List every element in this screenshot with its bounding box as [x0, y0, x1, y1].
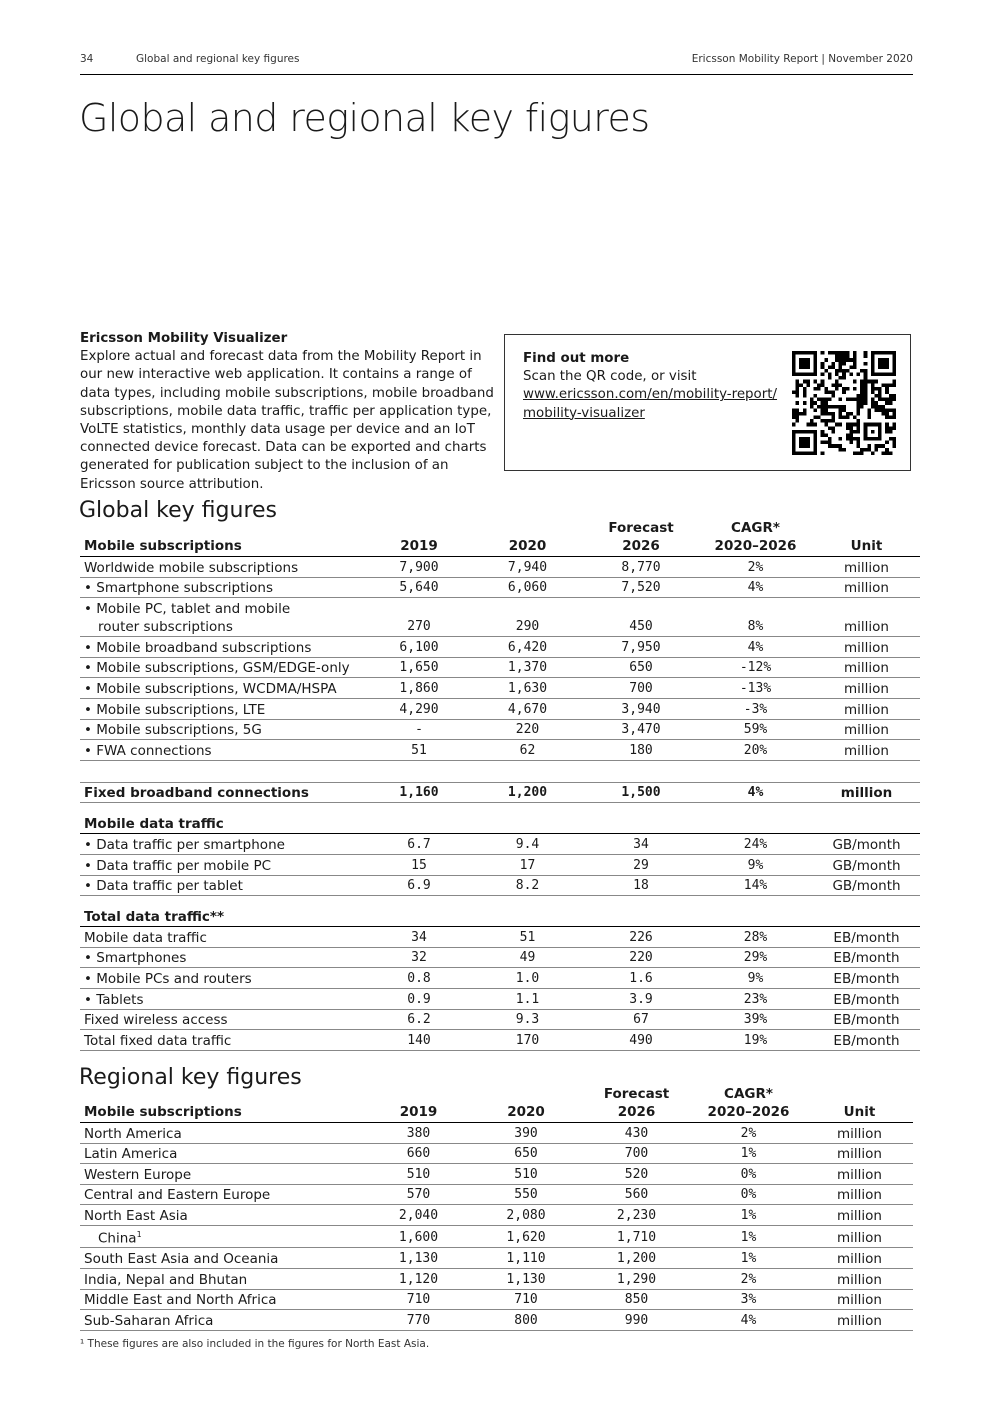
value-2019: 380: [363, 1123, 470, 1144]
value-2026: 1,290: [578, 1269, 691, 1290]
row-label-text: • Tablets: [84, 991, 144, 1008]
row-label: [80, 577, 363, 598]
row-label: [80, 1164, 363, 1185]
value-2019: 1,860: [363, 678, 471, 699]
value-cagr: 0%: [691, 1164, 802, 1185]
footnote-marker: 1: [136, 1229, 142, 1239]
value-2019: 6.7: [363, 834, 471, 855]
row-label-text: Fixed wireless access: [84, 1012, 228, 1029]
value-unit: GB/month: [809, 875, 920, 896]
value-unit: million: [802, 1248, 913, 1269]
value-2019: 1,120: [363, 1269, 470, 1290]
column-header-label: Mobile subscriptions: [80, 537, 363, 557]
value-2020: 62: [471, 740, 580, 761]
visualizer-body: Explore actual and forecast data from the Mobility Report in our new interactive web application. It contains a range of data types, including mobile subscriptions, mobile broadband subscriptions, mobile data traffic, traffic per application type, VoLTE statistics, monthly data usage per device and an IoT connected device forecast. Data can be exported and charts generated for publication subject to the inclusion of an Ericsson source attribution.: [80, 349, 494, 492]
value-cagr: 2%: [698, 557, 809, 578]
row-label: [80, 1205, 363, 1226]
global-key-figures-heading: Global key figures: [79, 498, 277, 523]
value-2026: 560: [578, 1184, 691, 1205]
visualizer-link[interactable]: [523, 387, 777, 420]
row-label-text: Central and Eastern Europe: [84, 1187, 271, 1204]
value-2026: 67: [580, 1009, 698, 1030]
table-row: [80, 1164, 913, 1185]
table-row: [80, 1009, 920, 1030]
value-2026: 430: [578, 1123, 691, 1144]
row-label: [80, 1143, 363, 1164]
row-label: [80, 875, 363, 896]
value-cagr: 19%: [698, 1030, 809, 1051]
table-row: [80, 968, 920, 989]
value-2026: 180: [580, 740, 698, 761]
value-cagr: -3%: [698, 698, 809, 719]
value-2026: 226: [580, 927, 698, 948]
value-2020: 510: [470, 1164, 578, 1185]
row-label: [80, 927, 363, 948]
forecast-header-top: Forecast: [608, 520, 674, 536]
value-unit: million: [802, 1184, 913, 1205]
value-2019: 1,130: [363, 1248, 470, 1269]
row-label: [80, 782, 363, 803]
column-header-cagr: 2020–2026: [691, 1103, 802, 1123]
value-2020: 1,630: [471, 678, 580, 699]
header-report-title: Ericsson Mobility Report | November 2020: [691, 53, 913, 65]
mobile-data-traffic-subheading: [80, 803, 920, 834]
row-label: [80, 1289, 363, 1310]
column-header-unit: Unit: [809, 537, 920, 557]
value-2019: 15: [363, 854, 471, 875]
value-2019: 510: [363, 1164, 470, 1185]
row-label: [80, 637, 363, 658]
table-row: [80, 947, 920, 968]
table-row: [80, 1030, 920, 1051]
value-cagr: 4%: [698, 577, 809, 598]
value-2020: 51: [471, 927, 580, 948]
value-2019: 1,160: [363, 782, 471, 803]
value-unit: million: [809, 637, 920, 658]
value-2019: 0.8: [363, 968, 471, 989]
value-cagr: 28%: [698, 927, 809, 948]
visualizer-heading: Ericsson Mobility Visualizer: [80, 331, 288, 346]
column-header-2026: 2026: [578, 1103, 691, 1123]
value-2026: 650: [580, 657, 698, 678]
value-2019: 5,640: [363, 577, 471, 598]
forecast-header-top: Forecast: [603, 1086, 670, 1102]
table-row: [80, 698, 920, 719]
table-row: [80, 927, 920, 948]
row-label: [80, 740, 363, 761]
value-cagr: 3%: [691, 1289, 802, 1310]
total-data-traffic-subheading: [80, 896, 920, 927]
row-label-text: • Mobile subscriptions, LTE: [84, 701, 266, 718]
table-row: [80, 678, 920, 699]
value-unit: EB/month: [809, 1009, 920, 1030]
value-unit: GB/month: [809, 834, 920, 855]
value-unit: EB/month: [809, 927, 920, 948]
row-label: [80, 968, 363, 989]
value-2020: 4,670: [471, 698, 580, 719]
row-label: [80, 557, 363, 578]
column-header-unit: Unit: [802, 1103, 913, 1123]
row-label: [80, 1030, 363, 1051]
row-label-text: • Data traffic per mobile PC: [84, 857, 272, 874]
value-2026: 3,470: [580, 719, 698, 740]
value-2020: 6,060: [471, 577, 580, 598]
row-label-text: • Data traffic per tablet: [84, 878, 243, 895]
value-2020: 650: [470, 1143, 578, 1164]
value-2019: 0.9: [363, 988, 471, 1009]
table-row: [80, 834, 920, 855]
value-2020: 220: [471, 719, 580, 740]
value-2020: 550: [470, 1184, 578, 1205]
value-2020: 710: [470, 1289, 578, 1310]
table-row: [80, 1269, 913, 1290]
value-2019: 710: [363, 1289, 470, 1310]
value-unit: million: [809, 577, 920, 598]
value-2020: 1.0: [471, 968, 580, 989]
value-unit: million: [802, 1289, 913, 1310]
value-cagr: 23%: [698, 988, 809, 1009]
value-2026: 700: [578, 1143, 691, 1164]
value-2020: 9.4: [471, 834, 580, 855]
visualizer-link-line1[interactable]: www.ericsson.com/en/mobility-report/: [523, 387, 778, 403]
row-label: [80, 698, 363, 719]
value-2026: 520: [578, 1164, 691, 1185]
row-label: [80, 598, 363, 637]
value-unit: EB/month: [809, 1030, 920, 1051]
value-unit: million: [802, 1269, 913, 1290]
value-unit: million: [802, 1310, 913, 1331]
value-2026: 29: [580, 854, 698, 875]
page-header: [80, 53, 913, 67]
value-unit: million: [802, 1123, 913, 1144]
value-cagr: 4%: [691, 1310, 802, 1331]
value-2019: 270: [363, 598, 471, 637]
value-2020: 1,130: [470, 1269, 578, 1290]
column-header-2019: 2019: [363, 537, 471, 557]
table-row: [80, 557, 920, 578]
value-2026: 990: [578, 1310, 691, 1331]
row-label: [80, 988, 363, 1009]
value-2020: 290: [471, 598, 580, 637]
row-label: [80, 1123, 363, 1144]
table-row: [80, 1123, 913, 1144]
value-2026: 3.9: [580, 988, 698, 1009]
table-row: [80, 598, 920, 637]
value-2020: 170: [471, 1030, 580, 1051]
row-label-text: South East Asia and Oceania: [84, 1251, 279, 1268]
table-row: [80, 719, 920, 740]
value-cagr: 2%: [691, 1269, 802, 1290]
table-row: [80, 782, 920, 803]
value-unit: million: [809, 698, 920, 719]
value-cagr: -13%: [698, 678, 809, 699]
page-title: Global and regional key figures: [79, 96, 650, 140]
value-unit: million: [809, 678, 920, 699]
value-unit: EB/month: [809, 988, 920, 1009]
header-divider: [80, 74, 913, 75]
value-cagr: 29%: [698, 947, 809, 968]
value-unit: million: [802, 1164, 913, 1185]
table-row: [80, 1205, 913, 1226]
row-label-text: • FWA connections: [84, 742, 212, 759]
value-cagr: 2%: [691, 1123, 802, 1144]
value-2020: 2,080: [470, 1205, 578, 1226]
value-unit: GB/month: [809, 854, 920, 875]
row-label-text: Mobile data traffic: [84, 929, 207, 946]
table-row: [80, 740, 920, 761]
row-label-text: China: [98, 1230, 137, 1247]
row-label-text: • Smartphone subscriptions: [84, 580, 274, 597]
value-2019: 140: [363, 1030, 471, 1051]
find-out-more-box: [504, 334, 911, 471]
row-label-text: Middle East and North Africa: [84, 1292, 277, 1309]
value-2019: 2,040: [363, 1205, 470, 1226]
row-label-text: India, Nepal and Bhutan: [84, 1271, 248, 1288]
value-2019: 34: [363, 927, 471, 948]
value-2026: 7,950: [580, 637, 698, 658]
qr-code-icon[interactable]: [792, 351, 896, 455]
value-unit: million: [802, 1205, 913, 1226]
regional-key-figures-table: [80, 1085, 913, 1331]
value-2019: 1,650: [363, 657, 471, 678]
value-cagr: 9%: [698, 854, 809, 875]
value-2020: 390: [470, 1123, 578, 1144]
column-header-2026: 2026: [580, 537, 698, 557]
row-label-text: • Data traffic per smartphone: [84, 836, 285, 853]
cagr-header-top: CAGR*: [731, 520, 780, 536]
table-row: [80, 637, 920, 658]
value-2020: 6,420: [471, 637, 580, 658]
value-2020: 800: [470, 1310, 578, 1331]
page-number: 34: [80, 53, 94, 65]
row-label: [80, 1184, 363, 1205]
value-2019: -: [363, 719, 471, 740]
global-key-figures-table: [80, 519, 920, 1051]
total-data-traffic-subheading-text: Total data traffic**: [80, 896, 920, 927]
value-2019: 770: [363, 1310, 470, 1331]
spacer-row: [80, 760, 920, 782]
visualizer-intro: [80, 330, 495, 494]
row-label: [80, 657, 363, 678]
value-2019: 32: [363, 947, 471, 968]
value-cagr: 24%: [698, 834, 809, 855]
row-label: [80, 834, 363, 855]
value-2020: 49: [471, 947, 580, 968]
cagr-header-top: CAGR*: [724, 1086, 773, 1102]
value-cagr: 8%: [698, 598, 809, 637]
footnote: ¹ These figures are also included in the figures for North East Asia.: [80, 1338, 430, 1350]
value-2020: 8.2: [471, 875, 580, 896]
visualizer-link-line2[interactable]: mobility-visualizer: [523, 405, 645, 421]
row-label-text: Latin America: [84, 1146, 178, 1163]
column-header-2020: 2020: [470, 1103, 578, 1123]
value-2026: 850: [578, 1289, 691, 1310]
value-2019: 570: [363, 1184, 470, 1205]
table-row: [80, 1143, 913, 1164]
row-label-text: • Mobile subscriptions, GSM/EDGE-only: [84, 660, 350, 677]
value-2020: 9.3: [471, 1009, 580, 1030]
value-2019: 6.9: [363, 875, 471, 896]
value-2026: 3,940: [580, 698, 698, 719]
value-2019: 6.2: [363, 1009, 471, 1030]
row-label-text: Worldwide mobile subscriptions: [84, 559, 299, 576]
regional-key-figures-heading: Regional key figures: [79, 1065, 302, 1090]
value-cagr: 1%: [691, 1225, 802, 1248]
value-2026: 7,520: [580, 577, 698, 598]
row-label-text: • Mobile subscriptions, 5G: [84, 722, 262, 739]
value-cagr: 1%: [691, 1143, 802, 1164]
column-header-cagr: 2020–2026: [698, 537, 809, 557]
value-2019: 7,900: [363, 557, 471, 578]
table-row: [80, 1225, 913, 1248]
value-2026: 450: [580, 598, 698, 637]
value-2020: 1,620: [470, 1225, 578, 1248]
table-row: [80, 1184, 913, 1205]
row-label-text: • Mobile subscriptions, WCDMA/HSPA: [84, 680, 337, 697]
column-header-2020: 2020: [471, 537, 580, 557]
value-unit: million: [802, 1143, 913, 1164]
table-row: [80, 657, 920, 678]
value-2026: 34: [580, 834, 698, 855]
row-label: [80, 1225, 363, 1248]
value-unit: million: [809, 657, 920, 678]
value-cagr: 0%: [691, 1184, 802, 1205]
value-unit: million: [809, 598, 920, 637]
value-unit: EB/month: [809, 968, 920, 989]
row-label-text-continued: router subscriptions: [98, 619, 233, 636]
row-label: [80, 719, 363, 740]
value-2019: 1,600: [363, 1225, 470, 1248]
table-row: [80, 577, 920, 598]
value-2020: 17: [471, 854, 580, 875]
value-unit: million: [809, 782, 920, 803]
value-unit: EB/month: [809, 947, 920, 968]
row-label-text: • Mobile broadband subscriptions: [84, 639, 312, 656]
value-2020: 1,370: [471, 657, 580, 678]
row-label-text: North America: [84, 1125, 182, 1142]
row-label: [80, 854, 363, 875]
value-2020: 1,200: [471, 782, 580, 803]
value-2020: 1,110: [470, 1248, 578, 1269]
row-label: [80, 947, 363, 968]
value-2019: 4,290: [363, 698, 471, 719]
row-label-text: • Smartphones: [84, 950, 187, 967]
value-2026: 1,500: [580, 782, 698, 803]
value-cagr: 1%: [691, 1248, 802, 1269]
value-2019: 660: [363, 1143, 470, 1164]
value-cagr: -12%: [698, 657, 809, 678]
value-2019: 51: [363, 740, 471, 761]
row-label-text: • Mobile PC, tablet and mobile: [84, 601, 291, 618]
value-2020: 7,940: [471, 557, 580, 578]
row-label-text: Western Europe: [84, 1166, 192, 1183]
value-unit: million: [809, 740, 920, 761]
row-label-text: Sub-Saharan Africa: [84, 1312, 214, 1329]
value-2026: 700: [580, 678, 698, 699]
header-section-title: Global and regional key figures: [136, 53, 300, 65]
value-cagr: 4%: [698, 782, 809, 803]
row-label: [80, 678, 363, 699]
table-row: [80, 1248, 913, 1269]
table-row: [80, 1289, 913, 1310]
value-2026: 2,230: [578, 1205, 691, 1226]
value-unit: million: [809, 557, 920, 578]
row-label: [80, 1310, 363, 1331]
value-2026: 1.6: [580, 968, 698, 989]
value-unit: million: [802, 1225, 913, 1248]
value-cagr: 1%: [691, 1205, 802, 1226]
value-2026: 1,710: [578, 1225, 691, 1248]
value-2026: 18: [580, 875, 698, 896]
value-2026: 1,200: [578, 1248, 691, 1269]
find-out-more-heading: Find out more: [523, 351, 630, 366]
table-row: [80, 1310, 913, 1331]
row-label-text: • Mobile PCs and routers: [84, 970, 252, 987]
value-cagr: 20%: [698, 740, 809, 761]
row-label: [80, 1248, 363, 1269]
column-header-2019: 2019: [363, 1103, 470, 1123]
value-cagr: 4%: [698, 637, 809, 658]
value-2019: 6,100: [363, 637, 471, 658]
value-2020: 1.1: [471, 988, 580, 1009]
row-label: [80, 1009, 363, 1030]
table-row: [80, 875, 920, 896]
value-unit: million: [809, 719, 920, 740]
value-2026: 220: [580, 947, 698, 968]
row-label-text: Total fixed data traffic: [84, 1032, 232, 1049]
mobile-data-traffic-subheading-text: Mobile data traffic: [80, 803, 920, 834]
value-2026: 490: [580, 1030, 698, 1051]
value-2026: 8,770: [580, 557, 698, 578]
table-row: [80, 988, 920, 1009]
value-cagr: 39%: [698, 1009, 809, 1030]
column-header-label: Mobile subscriptions: [80, 1103, 363, 1123]
row-label: [80, 1269, 363, 1290]
table-row: [80, 854, 920, 875]
row-label-text: North East Asia: [84, 1207, 188, 1224]
row-label-text: Fixed broadband connections: [84, 785, 309, 802]
value-cagr: 59%: [698, 719, 809, 740]
value-cagr: 9%: [698, 968, 809, 989]
find-out-more-text: Scan the QR code, or visit: [523, 369, 697, 385]
value-cagr: 14%: [698, 875, 809, 896]
